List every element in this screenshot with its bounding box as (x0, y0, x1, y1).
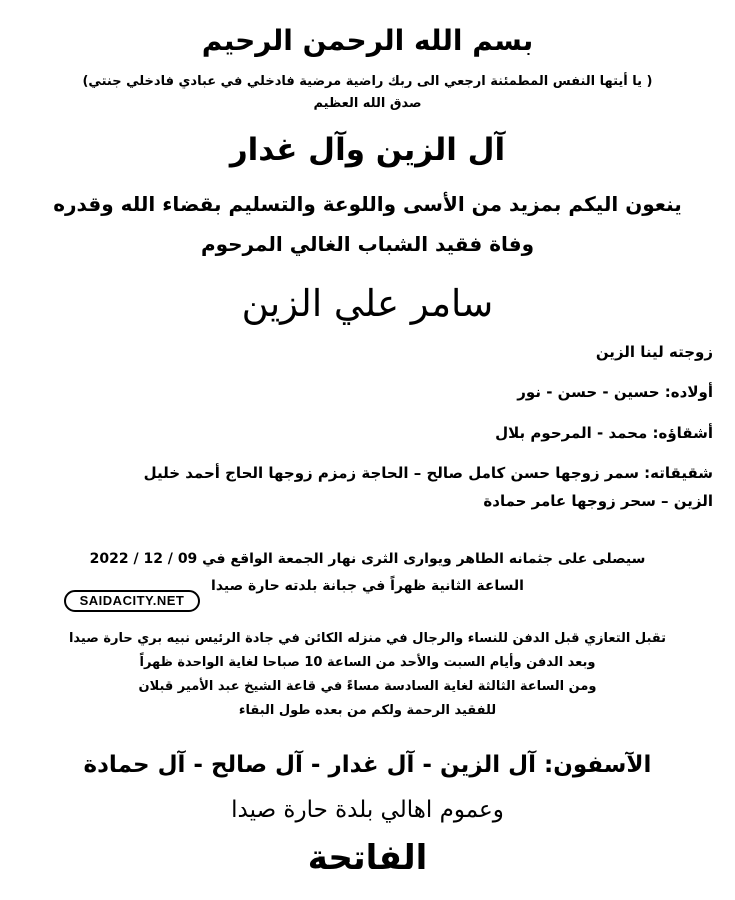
announcement-line-1: ينعون اليكم بمزيد من الأسى واللوعة والتسليم بقضاء الله وقدره (53, 192, 682, 216)
condolences-line-4: للفقيد الرحمة ولكم من بعده طول البقاء (238, 703, 497, 718)
deceased-name: سامر علي الزين (241, 282, 494, 325)
quran-verse: ( يا أيتها النفس المطمئنة ارجعي الى ربك راضية مرضية فادخلي في عبادي فادخلي جنتي) (82, 74, 653, 89)
basmala-heading: بسم الله الرحمن الرحيم (201, 24, 534, 57)
condolences-line-2: وبعد الدفن وأيام السبت والأحد من الساعة 10 صباحا لغاية الواحدة ظهراً (139, 655, 596, 670)
relative-sisters-line-2: الزين – سحر زوجها عامر حمادة (483, 492, 713, 510)
condolences-line-1: تقبل التعازي قبل الدفن للنساء والرجال في منزله الكائن في جادة الرئيس نبيه بري حارة صيدا (68, 631, 667, 646)
condolences-line-3: ومن الساعة الثالثة لغاية السادسة مساءً في قاعة الشيخ عبد الأمير قبلان (138, 679, 597, 694)
funeral-details-line-2: الساعة الثانية ظهراً في جبانة بلدته حارة صيدا (211, 578, 524, 594)
relative-wife: زوجته لينا الزين (595, 343, 713, 361)
relative-sisters-line-1: شقيقاته: سمر زوجها حسن كامل صالح – الحاجة زمزم زوجها الحاج أحمد خليل (143, 464, 713, 482)
mourners-families: الآسفون: آل الزين - آل غدار - آل صالح - آل حمادة (83, 752, 652, 778)
family-names-title: آل الزين وآل غدار (229, 132, 506, 168)
verse-closing: صدق الله العظيم (313, 96, 422, 111)
site-watermark: SAIDACITY.NET (64, 590, 200, 612)
fatiha-closing: الفاتحة (307, 838, 428, 878)
mourners-townspeople: وعموم اهالي بلدة حارة صيدا (231, 797, 504, 823)
announcement-line-2: وفاة فقيد الشباب الغالي المرحوم (200, 232, 535, 256)
relative-children: أولاده: حسين - حسن - نور (517, 383, 713, 401)
relative-brothers: أشقاؤه: محمد - المرحوم بلال (495, 424, 713, 442)
funeral-details-line-1: سيصلى على جثمانه الطاهر ويوارى الثرى نهار الجمعة الواقع في 09 / 12 / 2022 (89, 551, 646, 567)
